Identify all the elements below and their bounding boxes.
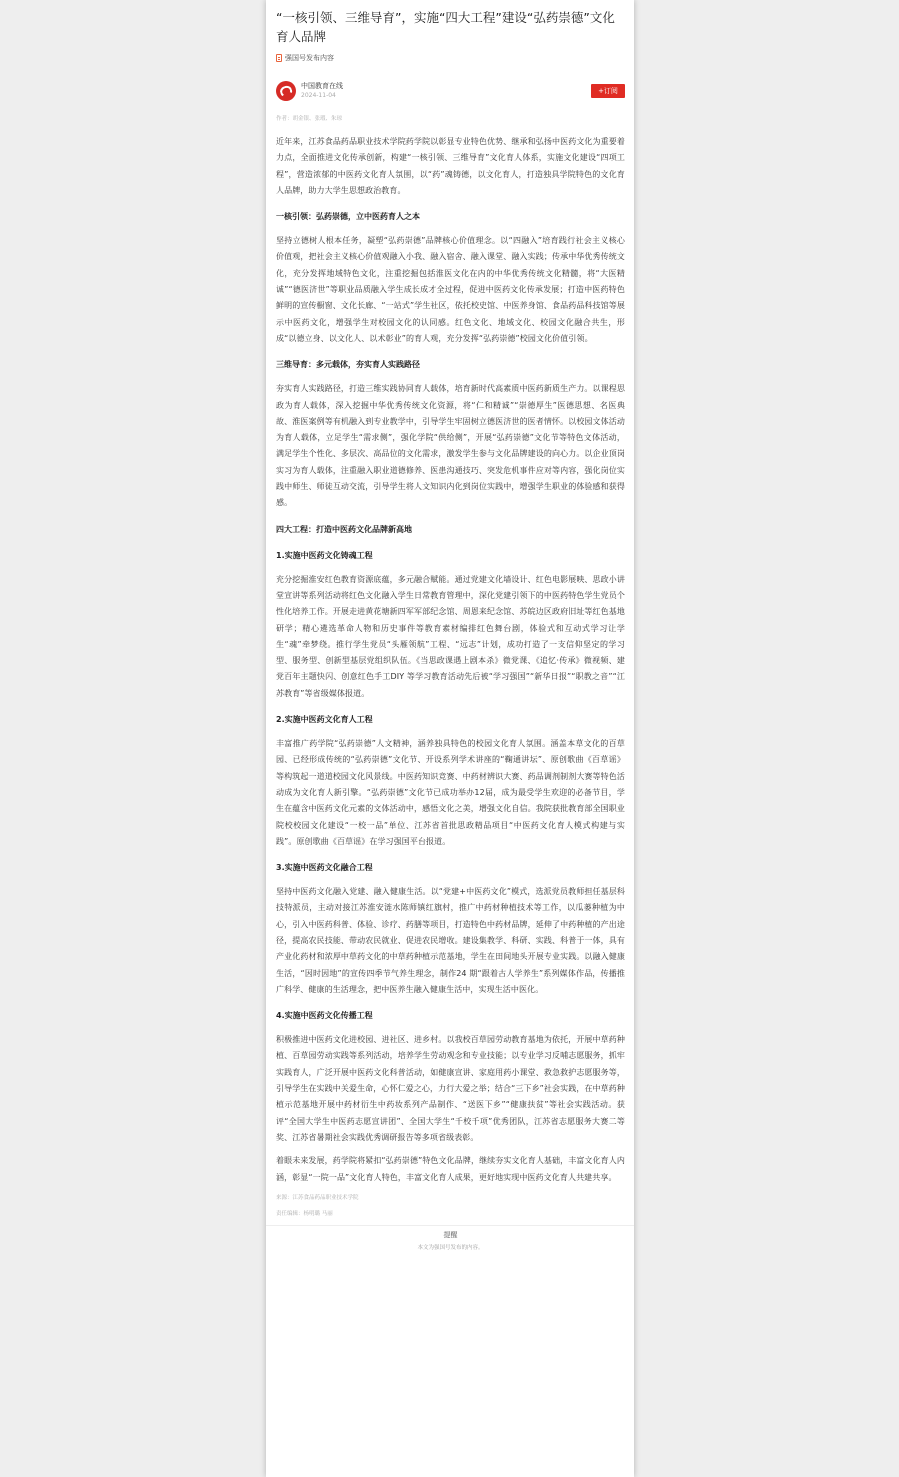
- paragraph: 充分挖掘淮安红色教育资源底蕴，多元融合赋能。通过党建文化墙设计、红色电影展映、思政小讲堂宣讲等系列活动将红色文化融入学生日常教育管理中，深化党建引领下的中医药特色学生党员个性化培养工作。开展走进黄花塘新四军军部纪念馆、周恩来纪念馆、苏皖边区政府旧址等红色基地研学；精心遴选革命人物和历史事件等教育素材编排红色舞台剧，体验式和互动式学习让学生“魂”牵梦绕。推行学生党员“头雁领航”工程、“远志”计划，成功打造了一支信仰坚定的学习型、服务型、创新型基层党组织队伍。《当思政课遇上剧本杀》微党课、《追忆·传承》微视频、建党百年主题快闪、创意红色手工DIY 等学习教育活动先后被“学习强国”“新华日报”“职教之音”“江苏教育”等省级媒体报道。: [276, 574, 625, 698]
- author-meta: [301, 82, 343, 100]
- tip-title: 提醒: [443, 1230, 458, 1239]
- section-heading: 四大工程：打造中医药文化品牌新高地: [276, 524, 412, 534]
- logo-icon: [279, 84, 294, 98]
- author-name[interactable]: 中国教育在线: [301, 82, 343, 90]
- paragraph: 夯实育人实践路径，打造三维实践协同育人载体，培育新时代高素质中医药新质生产力。以课程思政为育人载体，深入挖掘中华优秀传统文化资源，将“仁和精诚”“崇德厚生”医德思想、名医典故、淮医案例等有机融入到专业教学中，引导学生牢固树立德医济世的医者情怀。以校园文体活动为育人载体，立足学生“需求侧”，强化学院“供给侧”，开展“弘药崇德”文化节等特色文体活动，满足学生个性化、多层次、高品位的文化需求，激发学生参与文化品牌建设的向心力。以企业顶岗实习为育人载体，注重融入职业道德修养、医患沟通技巧、突发危机事件应对等内容，强化岗位实践中师生、师徒互动交流，引导学生将人文知识内化到岗位实践中，增强学生职业的体验感和获得感。: [276, 384, 625, 508]
- section-heading: 一核引领：弘药崇德，立中医药育人之本: [276, 212, 420, 222]
- paragraph: 丰富推广药学院“弘药崇德”人文精神，涵养独具特色的校园文化育人氛围。涵盖本草文化的百草园、已经形成传统的“弘药崇德”文化节、开设系列学术讲座的“鞠通讲坛”、原创歌曲《百草谣》等构筑起一道道校园文化风景线。中医药知识竞赛、中药材辨识大赛、药品调剂制剂大赛等特色活动成为文化育人新引擎。“弘药崇德”文化节已成功举办12届，成为最受学生欢迎的必备节目，学生在蕴含中医药文化元素的文体活动中，感悟文化之美，增强文化自信。我院获批教育部全国职业院校校园文化建设“一校一品”单位、江苏省首批思政精品项目“中医药文化育人模式构建与实践”。原创歌曲《百草谣》在学习强国平台报道。: [276, 739, 625, 846]
- author-row: [276, 80, 625, 102]
- editor-line: 责任编辑：杨明璐 马丽: [276, 1210, 333, 1217]
- divider: [266, 1225, 634, 1226]
- article-page: [266, 0, 634, 1477]
- article-title: “一核引领、三维导育”，实施“四大工程”建设“弘药崇德”文化育人品牌: [276, 10, 615, 44]
- paragraph: 坚持立德树人根本任务，凝塑“弘药崇德”品牌核心价值理念。以“四融入”培育践行社会主义核心价值观，把社会主义核心价值观融入小我、融入宿舍、融入课堂、融入实践；传承中华优秀传统文化，充分发挥地域特色文化，注重挖掘包括淮医文化在内的中华优秀传统文化精髓，将“大医精诚”“德医济世”等职业品质融入学生成长成才全过程，促进中医药文化传承发展；打造中医药特色鲜明的宣传橱窗、文化长廊、“一站式”学生社区，依托校史馆、中医养身馆、食品药品科技馆等展示中医药文化，增强学生对校园文化的认同感。红色文化、地域文化、校园文化融合共生，形成“以德立身、以文化人、以术彰业”的育人观，充分发挥“弘药崇德”校园文化价值引领。: [276, 236, 625, 343]
- avatar[interactable]: [276, 81, 296, 101]
- paragraph: 近年来，江苏食品药品职业技术学院药学院以彰显专业特色优势、继承和弘扬中医药文化为重要着力点，全面推进文化传承创新，构建“一核引领、三维导育”文化育人体系，实施文化建设“四项工程”，营造浓郁的中医药文化育人氛围，以“药”魂铸德，以文化育人，打造独具学院特色的文化育人品牌，助力大学生思想政治教育。: [276, 137, 625, 195]
- source-line: 来源：江苏食品药品职业技术学院: [276, 1194, 359, 1201]
- section-heading: 2.实施中医药文化育人工程: [276, 715, 373, 725]
- source-tag-label: 强国号发布内容: [285, 54, 334, 62]
- paragraph: 积极推进中医药文化进校园、进社区、进乡村。以我校百草园劳动教育基地为依托，开展中草药种植、百草园劳动实践等系列活动，培养学生劳动观念和专业技能；以专业学习反哺志愿服务，抓牢实践育人，广泛开展中医药文化科普活动，如健康宣讲、家庭用药小课堂、救急救护志愿服务等，引导学生在实践中关爱生命，心怀仁爱之心，力行大爱之举；结合“三下乡”社会实践，在中草药种植示范基地开展中药材衍生中药妆系列产品制作、“送医下乡”“健康扶贫”等社会实践活动。获评“全国大学生中医药志愿宣讲团”、全国大学生“千校千项”优秀团队，江苏省志愿服务大赛二等奖、江苏省暑期社会实践优秀调研报告等多项省级表彰。: [276, 1035, 625, 1142]
- paragraph: 着眼未来发展，药学院将紧扣“弘药崇德”特色文化品牌，继续夯实文化育人基础，丰富文化育人内涵，彰显“一院一品”文化育人特色，丰富文化育人成果，更好地实现中医药文化育人共建共享。: [276, 1156, 625, 1182]
- publish-date: 2024-11-04: [301, 92, 336, 99]
- source-tag: [276, 52, 625, 64]
- section-heading: 4.实施中医药文化传播工程: [276, 1011, 373, 1021]
- section-heading: 三维导育：多元载体，夯实育人实践路径: [276, 360, 420, 370]
- authors-line: 作者：胡金银、张瑕、朱琼: [276, 116, 343, 122]
- section-heading: 1.实施中医药文化铸魂工程: [276, 550, 373, 560]
- article-content: [276, 134, 625, 1186]
- paragraph: 坚持中医药文化融入党建、融入健康生活。以“党建+中医药文化”模式，选派党员教师担任基层科技特派员，主动对接江苏淮安涟水陈师镇红旗村，推广中药材种植技术等工作，以瓜蒌种植为中心，引入中医药科普、体验、诊疗、药膳等项目，打造特色中药材品牌，延伸了中药种植的产出途径，提高农民技能、带动农民就业、促进农民增收。建设集教学、科研、实践、科普于一体，具有产业化药材和浓厚中草药文化的中草药种植示范基地，学生在田间地头开展专业实践。以融入健康生活，“因时因地”的宣传四季节气养生理念，制作24 期“跟着古人学养生”系列媒体作品，传播推广科学、健康的生活理念，把中医养生融入健康生活中，实现生活中医化。: [276, 887, 625, 994]
- tip-text: 本文为强国号发布的内容。: [417, 1244, 484, 1251]
- section-heading: 3.实施中医药文化融合工程: [276, 863, 373, 873]
- subscribe-button[interactable]: +订阅: [591, 84, 625, 98]
- document-icon: [276, 54, 282, 62]
